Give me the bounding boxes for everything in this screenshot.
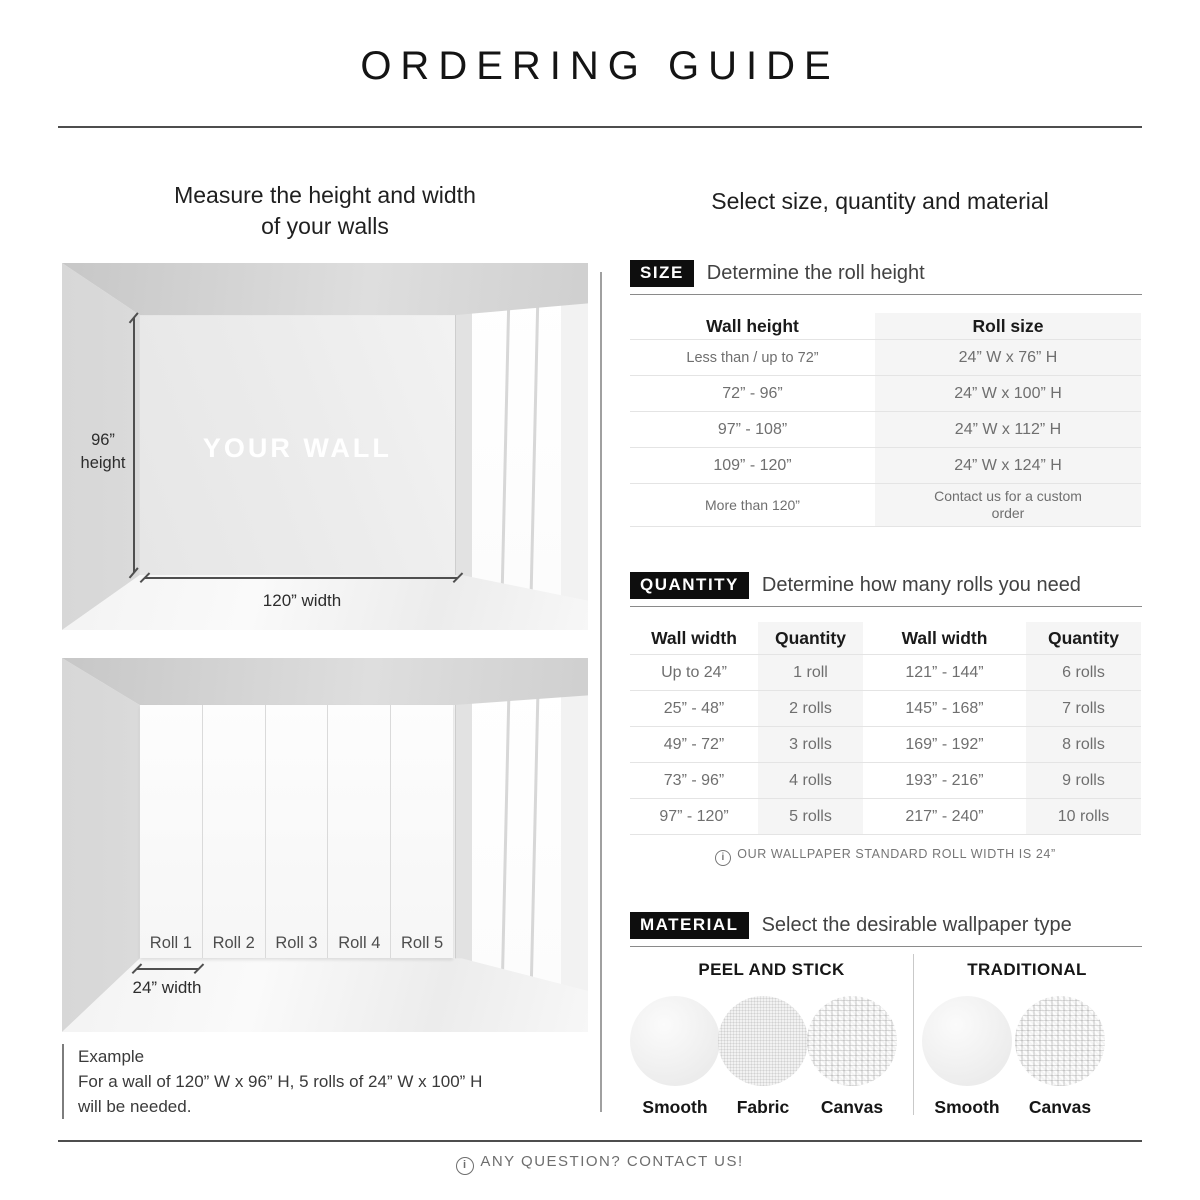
roll-size-cell xyxy=(875,484,1141,526)
size-table-row xyxy=(630,447,1141,483)
quantity-cell: 2 rolls xyxy=(758,691,863,726)
material-section-header xyxy=(630,912,1142,947)
roll-label: Roll 1 xyxy=(149,934,192,952)
window-frame xyxy=(455,302,473,583)
bottom-divider-rule xyxy=(58,1140,1142,1142)
roll-width-dimension-line xyxy=(137,968,198,970)
roll-width-note xyxy=(630,847,1141,866)
right-column-heading: Select size, quantity and material xyxy=(711,188,1049,214)
wall-width-cell: 73” - 96” xyxy=(663,771,725,789)
window-mullion xyxy=(530,278,541,612)
custom-order-text: Contact us for a custom order xyxy=(934,488,1082,521)
left-column-heading xyxy=(62,180,588,242)
window-panes xyxy=(472,278,561,612)
quantity-table-row xyxy=(630,798,1141,834)
wall-width-cell: Up to 24” xyxy=(661,663,727,681)
roll-size-cell: 24” W x 100” H xyxy=(875,376,1141,411)
wall-width-cell: 193” - 216” xyxy=(905,771,984,789)
your-wall-label: YOUR WALL xyxy=(202,433,392,463)
roll-size-cell: 24” W x 124” H xyxy=(875,448,1141,483)
width-dimension-label: 120” width xyxy=(262,591,342,610)
wall-width-cell: 217” - 240” xyxy=(905,807,984,825)
example-block xyxy=(62,1044,598,1119)
column-divider xyxy=(600,272,602,1112)
quantity-section-header xyxy=(630,572,1142,607)
wall-width-cell: 49” - 72” xyxy=(663,735,725,753)
left-heading-line1: Measure the height and width xyxy=(174,182,476,208)
canvas-texture-icon xyxy=(1015,996,1105,1086)
swatch-label: Canvas xyxy=(1028,1097,1092,1117)
roll-panel xyxy=(265,705,328,958)
wall-width-cell: 25” - 48” xyxy=(663,699,725,717)
quantity-table-row xyxy=(630,654,1141,690)
roll-size-cell: 24” W x 112” H xyxy=(875,412,1141,447)
material-group-divider xyxy=(913,954,914,1115)
roll-label: Roll 5 xyxy=(400,934,444,952)
peel-and-stick-group-title: PEEL AND STICK xyxy=(698,960,845,979)
page-title: ORDERING GUIDE xyxy=(360,44,840,88)
wall-width-cell: 169” - 192” xyxy=(905,735,984,753)
material-swatch-canvas xyxy=(805,996,899,1118)
window-mullion xyxy=(530,673,541,1013)
info-icon: i xyxy=(456,1157,474,1175)
roll-label: Roll 4 xyxy=(338,934,381,952)
smooth-texture-icon xyxy=(922,996,1012,1086)
smooth-texture-icon xyxy=(630,996,720,1086)
canvas-texture-icon xyxy=(807,996,897,1086)
window-panes xyxy=(472,673,561,1013)
size-table-row xyxy=(630,411,1141,447)
window-edge-wall xyxy=(561,263,588,630)
size-table xyxy=(630,313,1141,527)
traditional-group-title: TRADITIONAL xyxy=(967,960,1087,979)
quantity-table-row xyxy=(630,690,1141,726)
wall-width-header: Wall width xyxy=(901,627,988,648)
quantity-table xyxy=(630,622,1141,835)
roll-panel xyxy=(202,705,265,958)
top-divider-rule xyxy=(58,126,1142,128)
fabric-texture-icon xyxy=(718,996,808,1086)
wall-height-cell: 72” - 96” xyxy=(722,384,783,402)
quantity-table-row xyxy=(630,726,1141,762)
info-icon: i xyxy=(715,850,731,866)
roll-width-note-text: OUR WALLPAPER STANDARD ROLL WIDTH IS 24” xyxy=(737,847,1056,861)
roll-label: Roll 3 xyxy=(275,934,318,952)
material-swatch-smooth xyxy=(628,996,722,1118)
swatch-label: Smooth xyxy=(642,1097,708,1117)
contact-note xyxy=(0,1153,1200,1175)
height-value: 96” xyxy=(91,431,115,449)
wall-width-cell: 145” - 168” xyxy=(905,699,984,717)
size-col-wall-height: Wall height xyxy=(706,315,799,336)
example-title: Example xyxy=(78,1047,145,1066)
window-edge-wall xyxy=(561,658,588,1032)
width-dimension-line xyxy=(145,577,457,579)
material-swatch-fabric xyxy=(716,996,810,1118)
size-table-row xyxy=(630,339,1141,375)
left-heading-line2: of your walls xyxy=(261,213,389,239)
height-word: height xyxy=(80,454,126,472)
quantity-cell: 8 rolls xyxy=(1026,727,1141,762)
quantity-cell: 6 rolls xyxy=(1026,655,1141,690)
swatch-label: Smooth xyxy=(934,1097,1000,1117)
quantity-cell: 10 rolls xyxy=(1026,799,1141,834)
size-badge: SIZE xyxy=(630,260,694,287)
material-swatch-canvas-traditional xyxy=(1013,996,1107,1118)
swatch-label: Fabric xyxy=(736,1097,790,1117)
roll-panel xyxy=(390,705,453,958)
quantity-header: Quantity xyxy=(1026,622,1141,654)
wall-height-cell: 97” - 108” xyxy=(717,420,788,438)
size-table-row xyxy=(630,483,1141,526)
height-dimension-label xyxy=(70,429,136,475)
window-mullion xyxy=(500,673,511,1013)
quantity-cell: 4 rolls xyxy=(758,763,863,798)
roll-label: Roll 2 xyxy=(212,934,255,952)
roll-width-dimension-label: 24” width xyxy=(132,978,202,997)
room-illustration-rolls xyxy=(62,658,588,1032)
quantity-table-row xyxy=(630,762,1141,798)
size-caption: Determine the roll height xyxy=(706,262,925,284)
quantity-header: Quantity xyxy=(758,622,863,654)
wall-height-cell: 109” - 120” xyxy=(713,456,792,474)
example-line1: For a wall of 120” W x 96” H, 5 rolls of 24” W x 100” H xyxy=(78,1072,483,1091)
quantity-badge: QUANTITY xyxy=(630,572,749,599)
quantity-cell: 5 rolls xyxy=(758,799,863,834)
wall-height-cell: Less than / up to 72” xyxy=(686,349,819,366)
window-mullion xyxy=(500,278,511,612)
size-table-row xyxy=(630,375,1141,411)
swatch-label: Canvas xyxy=(820,1097,884,1117)
size-table-header-row xyxy=(630,313,1141,339)
window-frame xyxy=(455,697,473,983)
quantity-cell: 7 rolls xyxy=(1026,691,1141,726)
roll-panel xyxy=(327,705,390,958)
quantity-cell: 3 rolls xyxy=(758,727,863,762)
quantity-caption: Determine how many rolls you need xyxy=(761,574,1081,596)
room-illustration-your-wall xyxy=(62,263,588,630)
quantity-cell: 9 rolls xyxy=(1026,763,1141,798)
roll-panel xyxy=(140,705,202,958)
material-caption: Select the desirable wallpaper type xyxy=(761,914,1072,936)
contact-note-text: ANY QUESTION? CONTACT US! xyxy=(480,1153,744,1170)
wall-width-cell: 121” - 144” xyxy=(905,663,984,681)
wall-width-cell: 97” - 120” xyxy=(659,807,729,825)
quantity-cell: 1 roll xyxy=(758,655,863,690)
wall-height-cell: More than 120” xyxy=(705,496,800,513)
roll-size-cell: 24” W x 76” H xyxy=(875,340,1141,375)
wall-width-header: Wall width xyxy=(651,627,737,648)
size-section-header xyxy=(630,260,1142,295)
example-line2: will be needed. xyxy=(78,1097,192,1116)
material-swatch-smooth-traditional xyxy=(920,996,1014,1118)
wallpaper-roll-panels xyxy=(140,705,453,958)
size-col-roll-size: Roll size xyxy=(875,313,1141,339)
quantity-table-header-row xyxy=(630,622,1141,654)
material-badge: MATERIAL xyxy=(630,912,749,939)
